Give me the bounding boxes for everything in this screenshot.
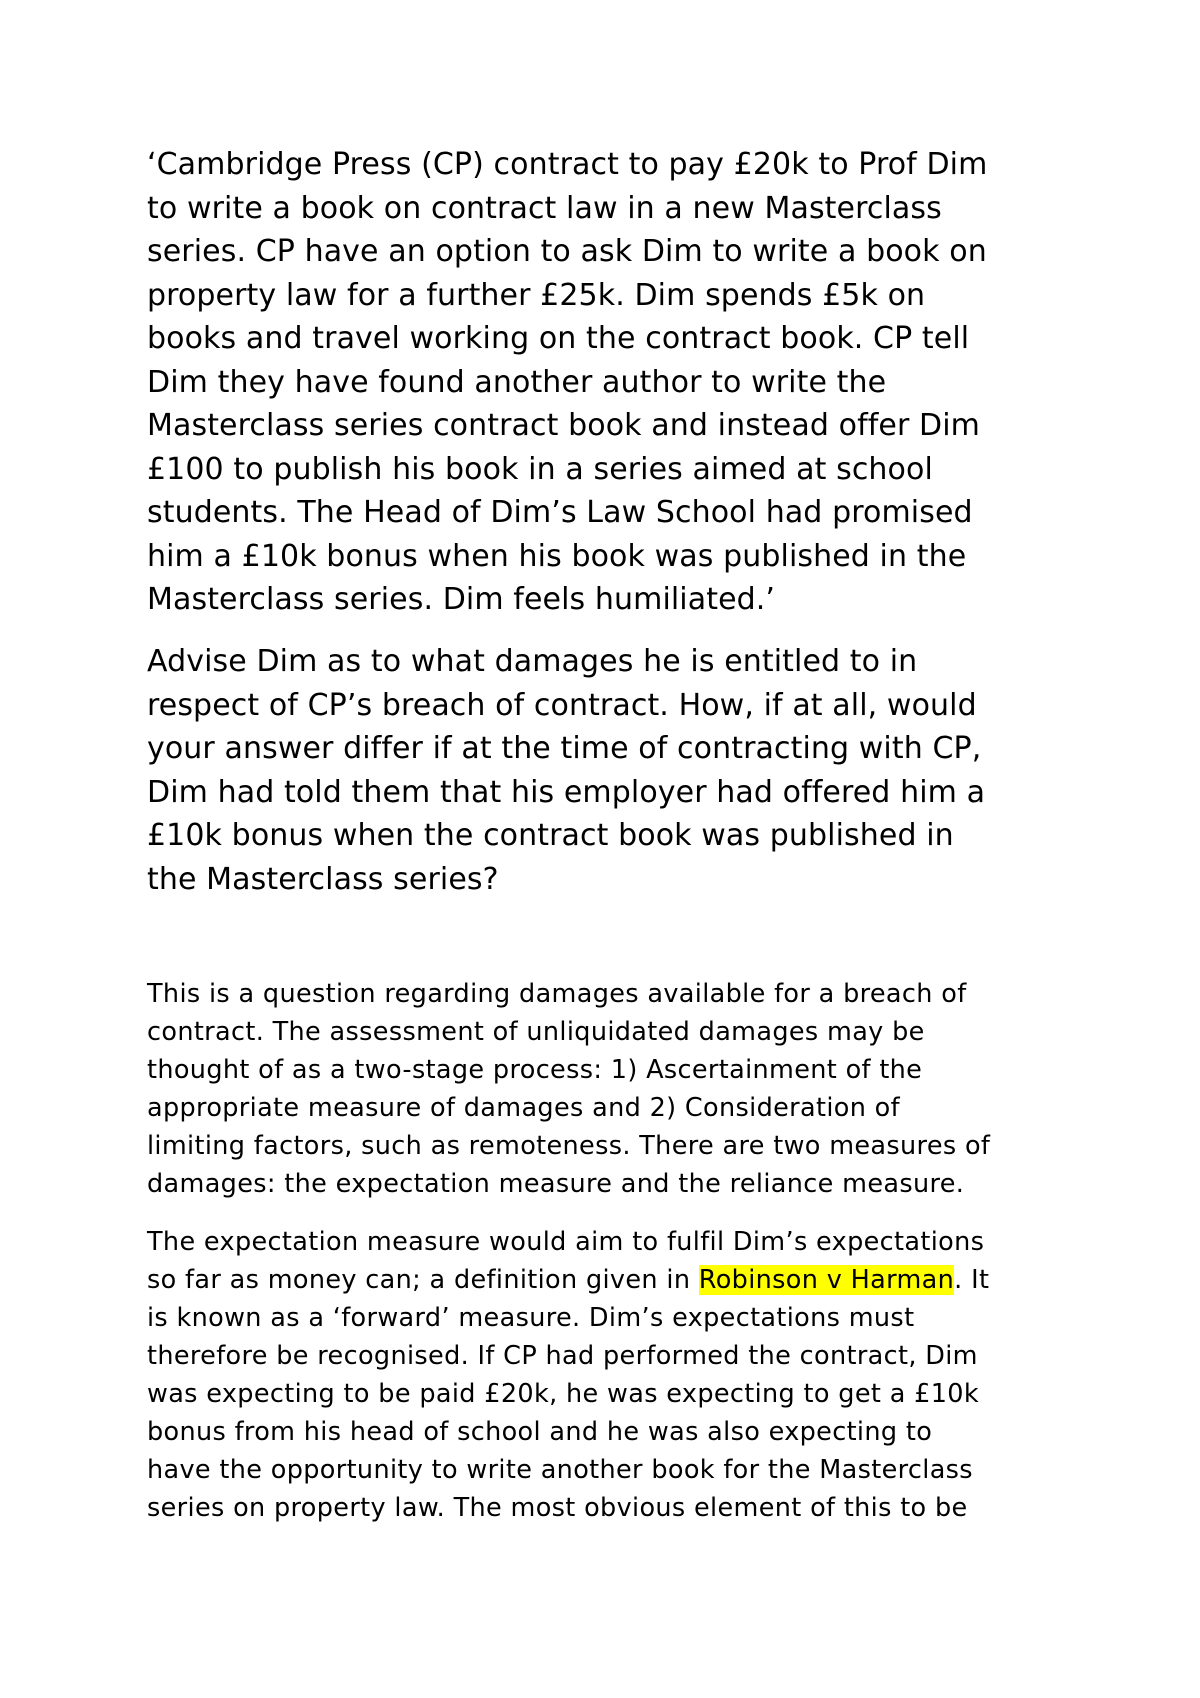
text-line: series on property law. The most obvious element of this to be — [147, 1493, 968, 1523]
text-line — [147, 1261, 1087, 1299]
text-line: This is a question regarding damages available for a breach of — [147, 979, 967, 1009]
text-line: £100 to publish his book in a series aimed at school — [147, 451, 933, 487]
text-line: thought of as a two-stage process: 1) Ascertainment of the — [147, 1055, 923, 1085]
text-line: £10k bonus when the contract book was published in — [147, 818, 954, 853]
text-line: is known as a ‘forward’ measure. Dim’s expectations must — [147, 1303, 915, 1333]
text-line: books and travel working on the contract book. CP tell — [147, 321, 970, 356]
text-line: ‘Cambridge Press (CP) contract to pay £20k to Prof Dim — [147, 147, 988, 182]
text-line: damages: the expectation measure and the reliance measure. — [147, 1169, 965, 1199]
question-scenario-paragraph — [147, 143, 1087, 622]
answer-expectation-paragraph — [147, 1223, 1087, 1527]
text-line: was expecting to be paid £20k, he was expecting to get a £10k — [147, 1379, 979, 1409]
text-line: Advise Dim as to what damages he is entitled to in — [147, 644, 918, 679]
text-line: Masterclass series contract book and instead offer Dim — [147, 408, 980, 443]
text-line: property law for a further £25k. Dim spends £5k on — [147, 277, 926, 313]
text-line: Masterclass series. Dim feels humiliated.’ — [147, 582, 776, 617]
text-line: contract. The assessment of unliquidated damages may be — [147, 1017, 925, 1047]
text-line: appropriate measure of damages and 2) Consideration of — [147, 1093, 900, 1123]
text-line: your answer differ if at the time of contracting with CP, — [147, 731, 982, 766]
text-line: students. The Head of Dim’s Law School had promised — [147, 495, 973, 530]
highlighted-case-name: Robinson v Harman — [698, 1265, 955, 1295]
text-line: respect of CP’s breach of contract. How, if at all, would — [147, 687, 977, 723]
text-line: The expectation measure would aim to fulfil Dim’s expectations — [147, 1227, 985, 1257]
text-line: therefore be recognised. If CP had performed the contract, Dim — [147, 1341, 978, 1371]
text-line: Dim they have found another author to write the — [147, 364, 887, 400]
text-line: to write a book on contract law in a new Masterclass — [147, 190, 942, 226]
text-segment: so far as money can; a definition given in — [147, 1265, 699, 1295]
text-line: limiting factors, such as remoteness. There are two measures of — [147, 1131, 991, 1161]
text-line: him a £10k bonus when his book was published in the — [147, 538, 967, 574]
text-line: the Masterclass series? — [147, 861, 499, 897]
text-line: Dim had told them that his employer had offered him a — [147, 774, 986, 810]
text-line: bonus from his head of school and he was also expecting to — [147, 1417, 933, 1447]
question-prompt-paragraph — [147, 640, 1087, 901]
text-segment: . It — [954, 1265, 990, 1295]
text-line: have the opportunity to write another book for the Masterclass — [147, 1455, 973, 1485]
answer-intro-paragraph — [147, 975, 1087, 1203]
text-line: series. CP have an option to ask Dim to write a book on — [147, 234, 987, 269]
